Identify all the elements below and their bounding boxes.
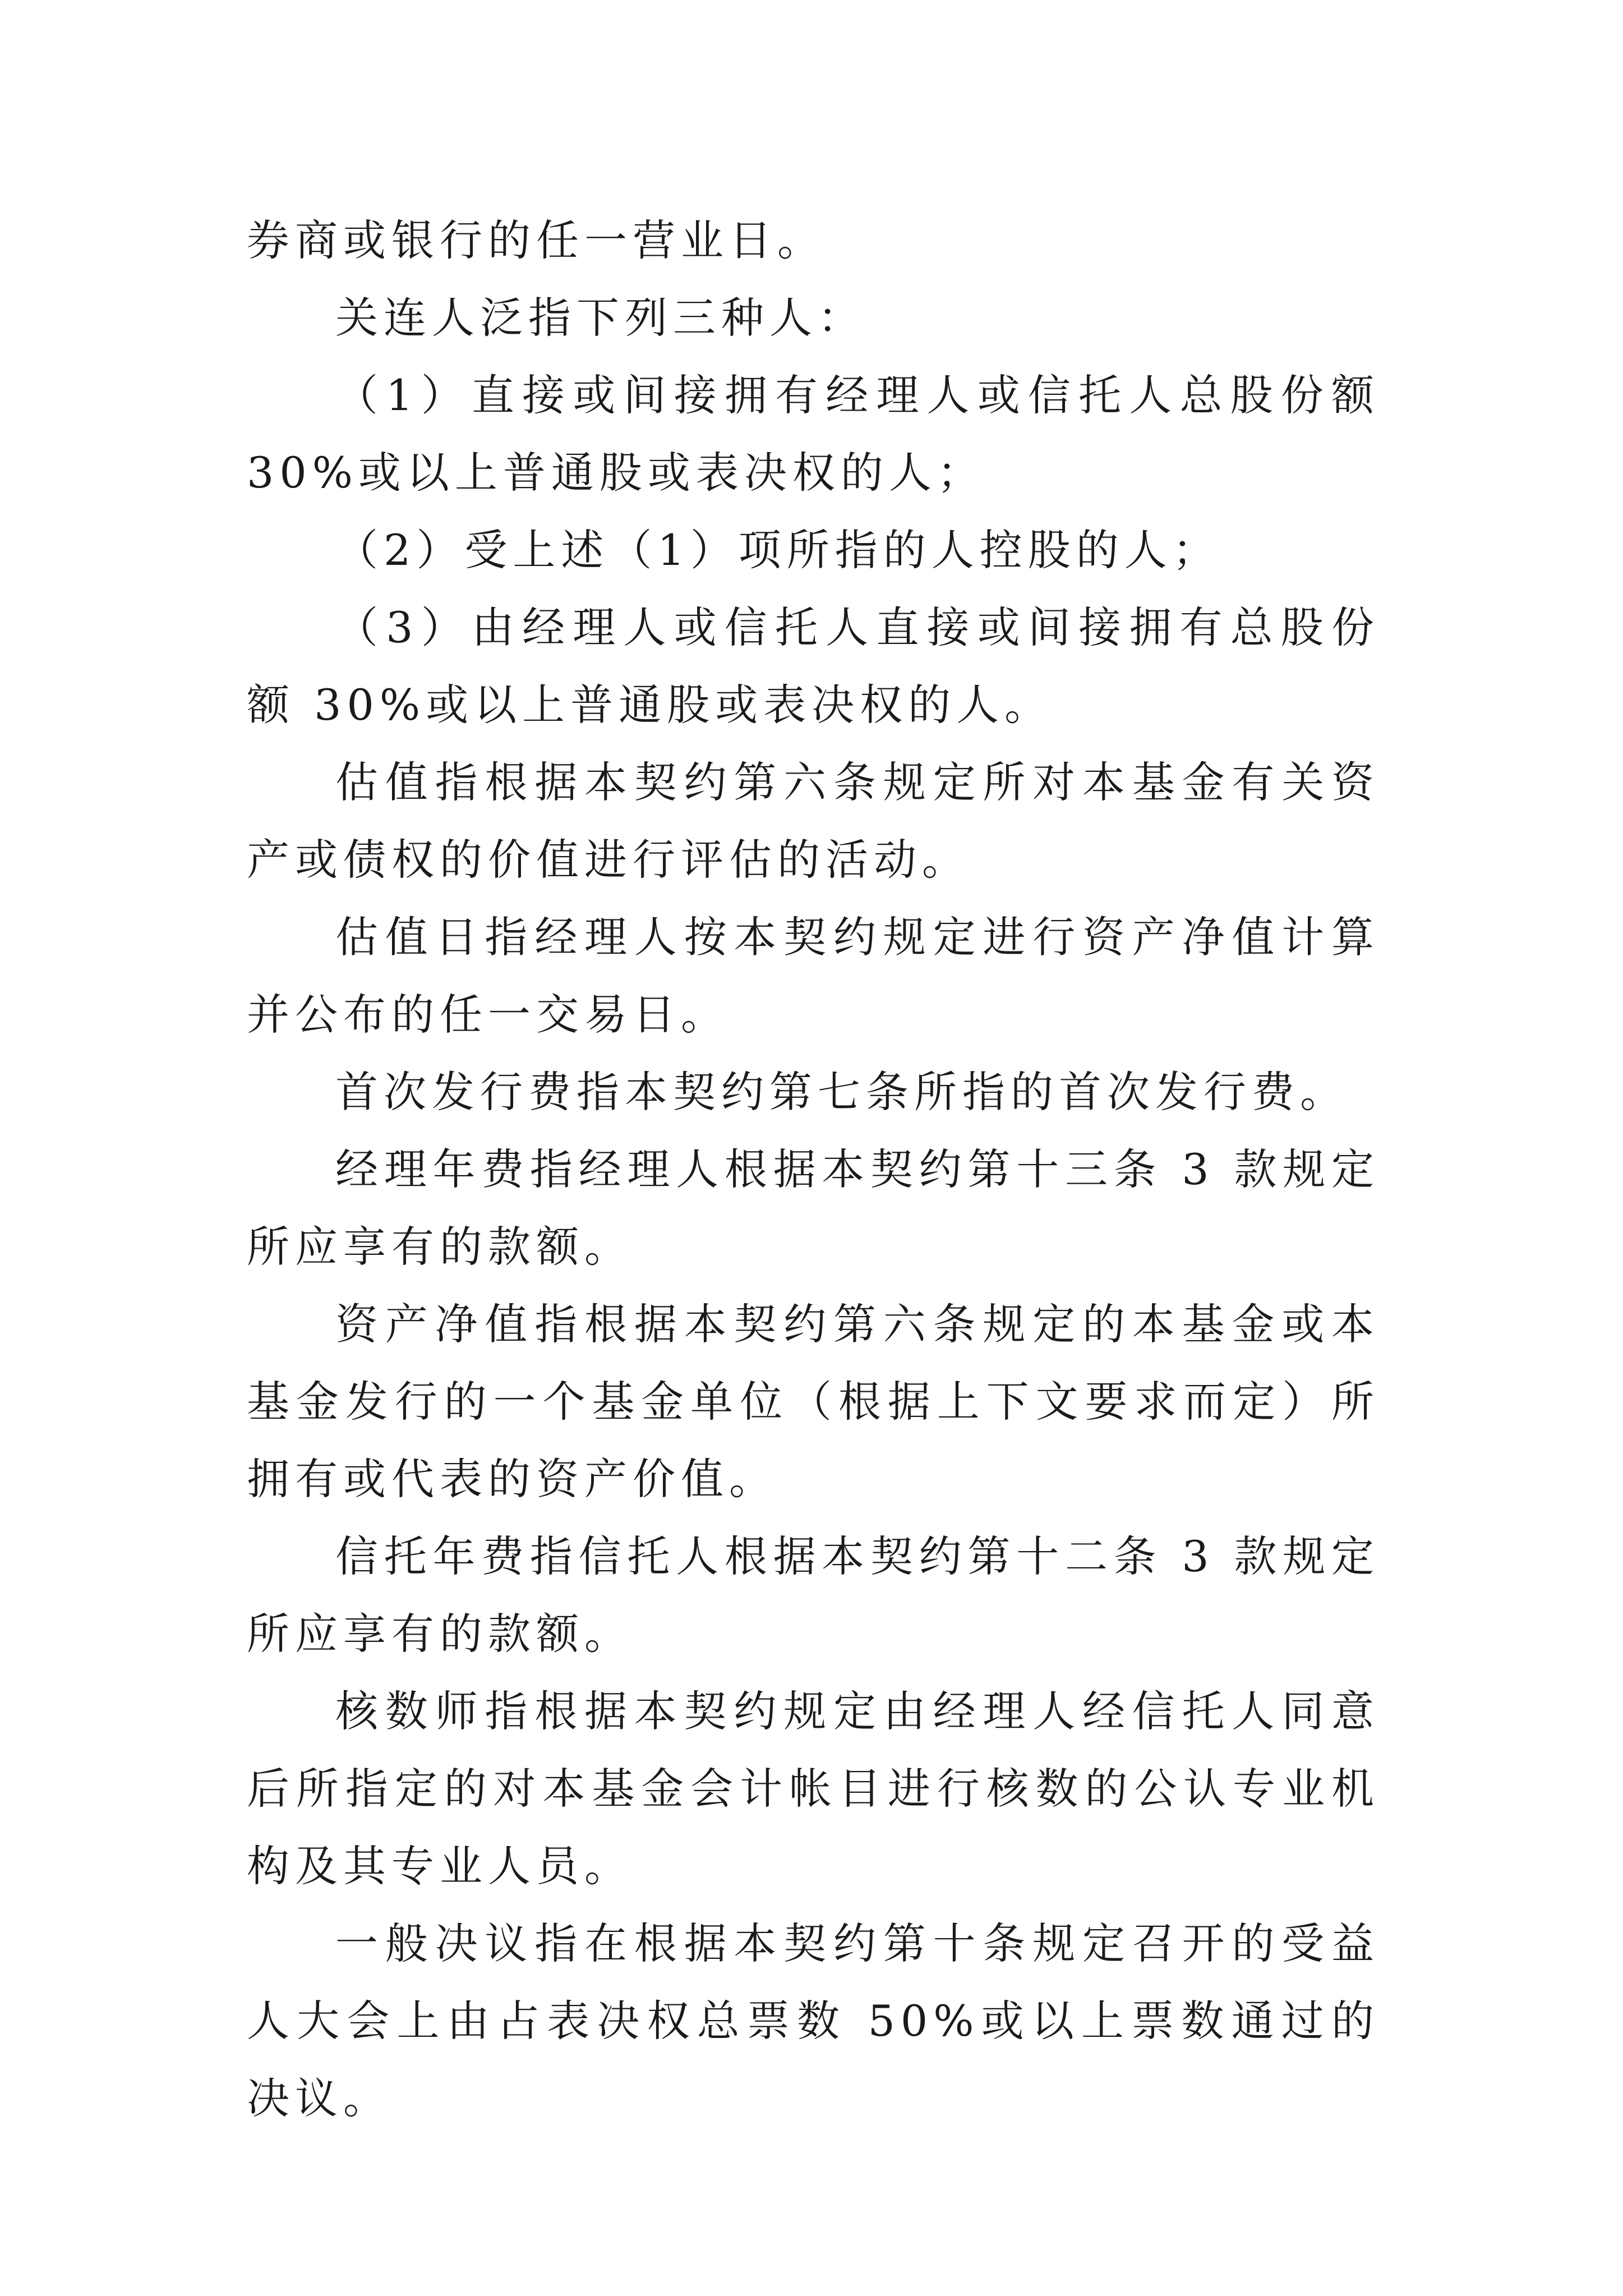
paragraph-ordinary-resolution: 一般决议指在根据本契约第十条规定召开的受益人大会上由占表决权总票数 50%或以上票数通过的决议。 <box>247 1918 1380 2123</box>
paragraph-continuation: 券商或银行的任一营业日。 <box>247 215 826 265</box>
paragraph-initial-issue-fee: 首次发行费指本契约第七条所指的首次发行费。 <box>335 1067 1348 1117</box>
paragraph-related-persons-item-2: （2）受上述（1）项所指的人控股的人； <box>335 525 1221 575</box>
paragraph-trustee-annual-fee: 信托年费指信托人根据本契约第十二条 3 款规定所应享有的款额。 <box>247 1531 1380 1659</box>
paragraph-net-asset-value: 资产净值指根据本契约第六条规定的本基金或本基金发行的一个基金单位（根据上下文要求而定）所拥有或代表的资产价值。 <box>247 1299 1380 1504</box>
paragraph-related-persons-item-1: （1）直接或间接拥有经理人或信托人总股份额 30%或以上普通股或表决权的人； <box>247 370 1380 498</box>
document-body <box>247 202 1380 2137</box>
paragraph-related-persons-intro: 关连人泛指下列三种人： <box>335 293 866 343</box>
paragraph-related-persons-item-3: （3）由经理人或信托人直接或间接拥有总股份额 30%或以上普通股或表决权的人。 <box>247 602 1380 730</box>
paragraph-valuation-day: 估值日指经理人按本契约规定进行资产净值计算并公布的任一交易日。 <box>247 912 1380 1039</box>
paragraph-manager-annual-fee: 经理年费指经理人根据本契约第十三条 3 款规定所应享有的款额。 <box>247 1144 1380 1272</box>
paragraph-auditor: 核数师指根据本契约规定由经理人经信托人同意后所指定的对本基金会计帐目进行核数的公认专业机构及其专业人员。 <box>247 1686 1380 1891</box>
paragraph-valuation: 估值指根据本契约第六条规定所对本基金有关资产或债权的价值进行评估的活动。 <box>247 757 1380 885</box>
